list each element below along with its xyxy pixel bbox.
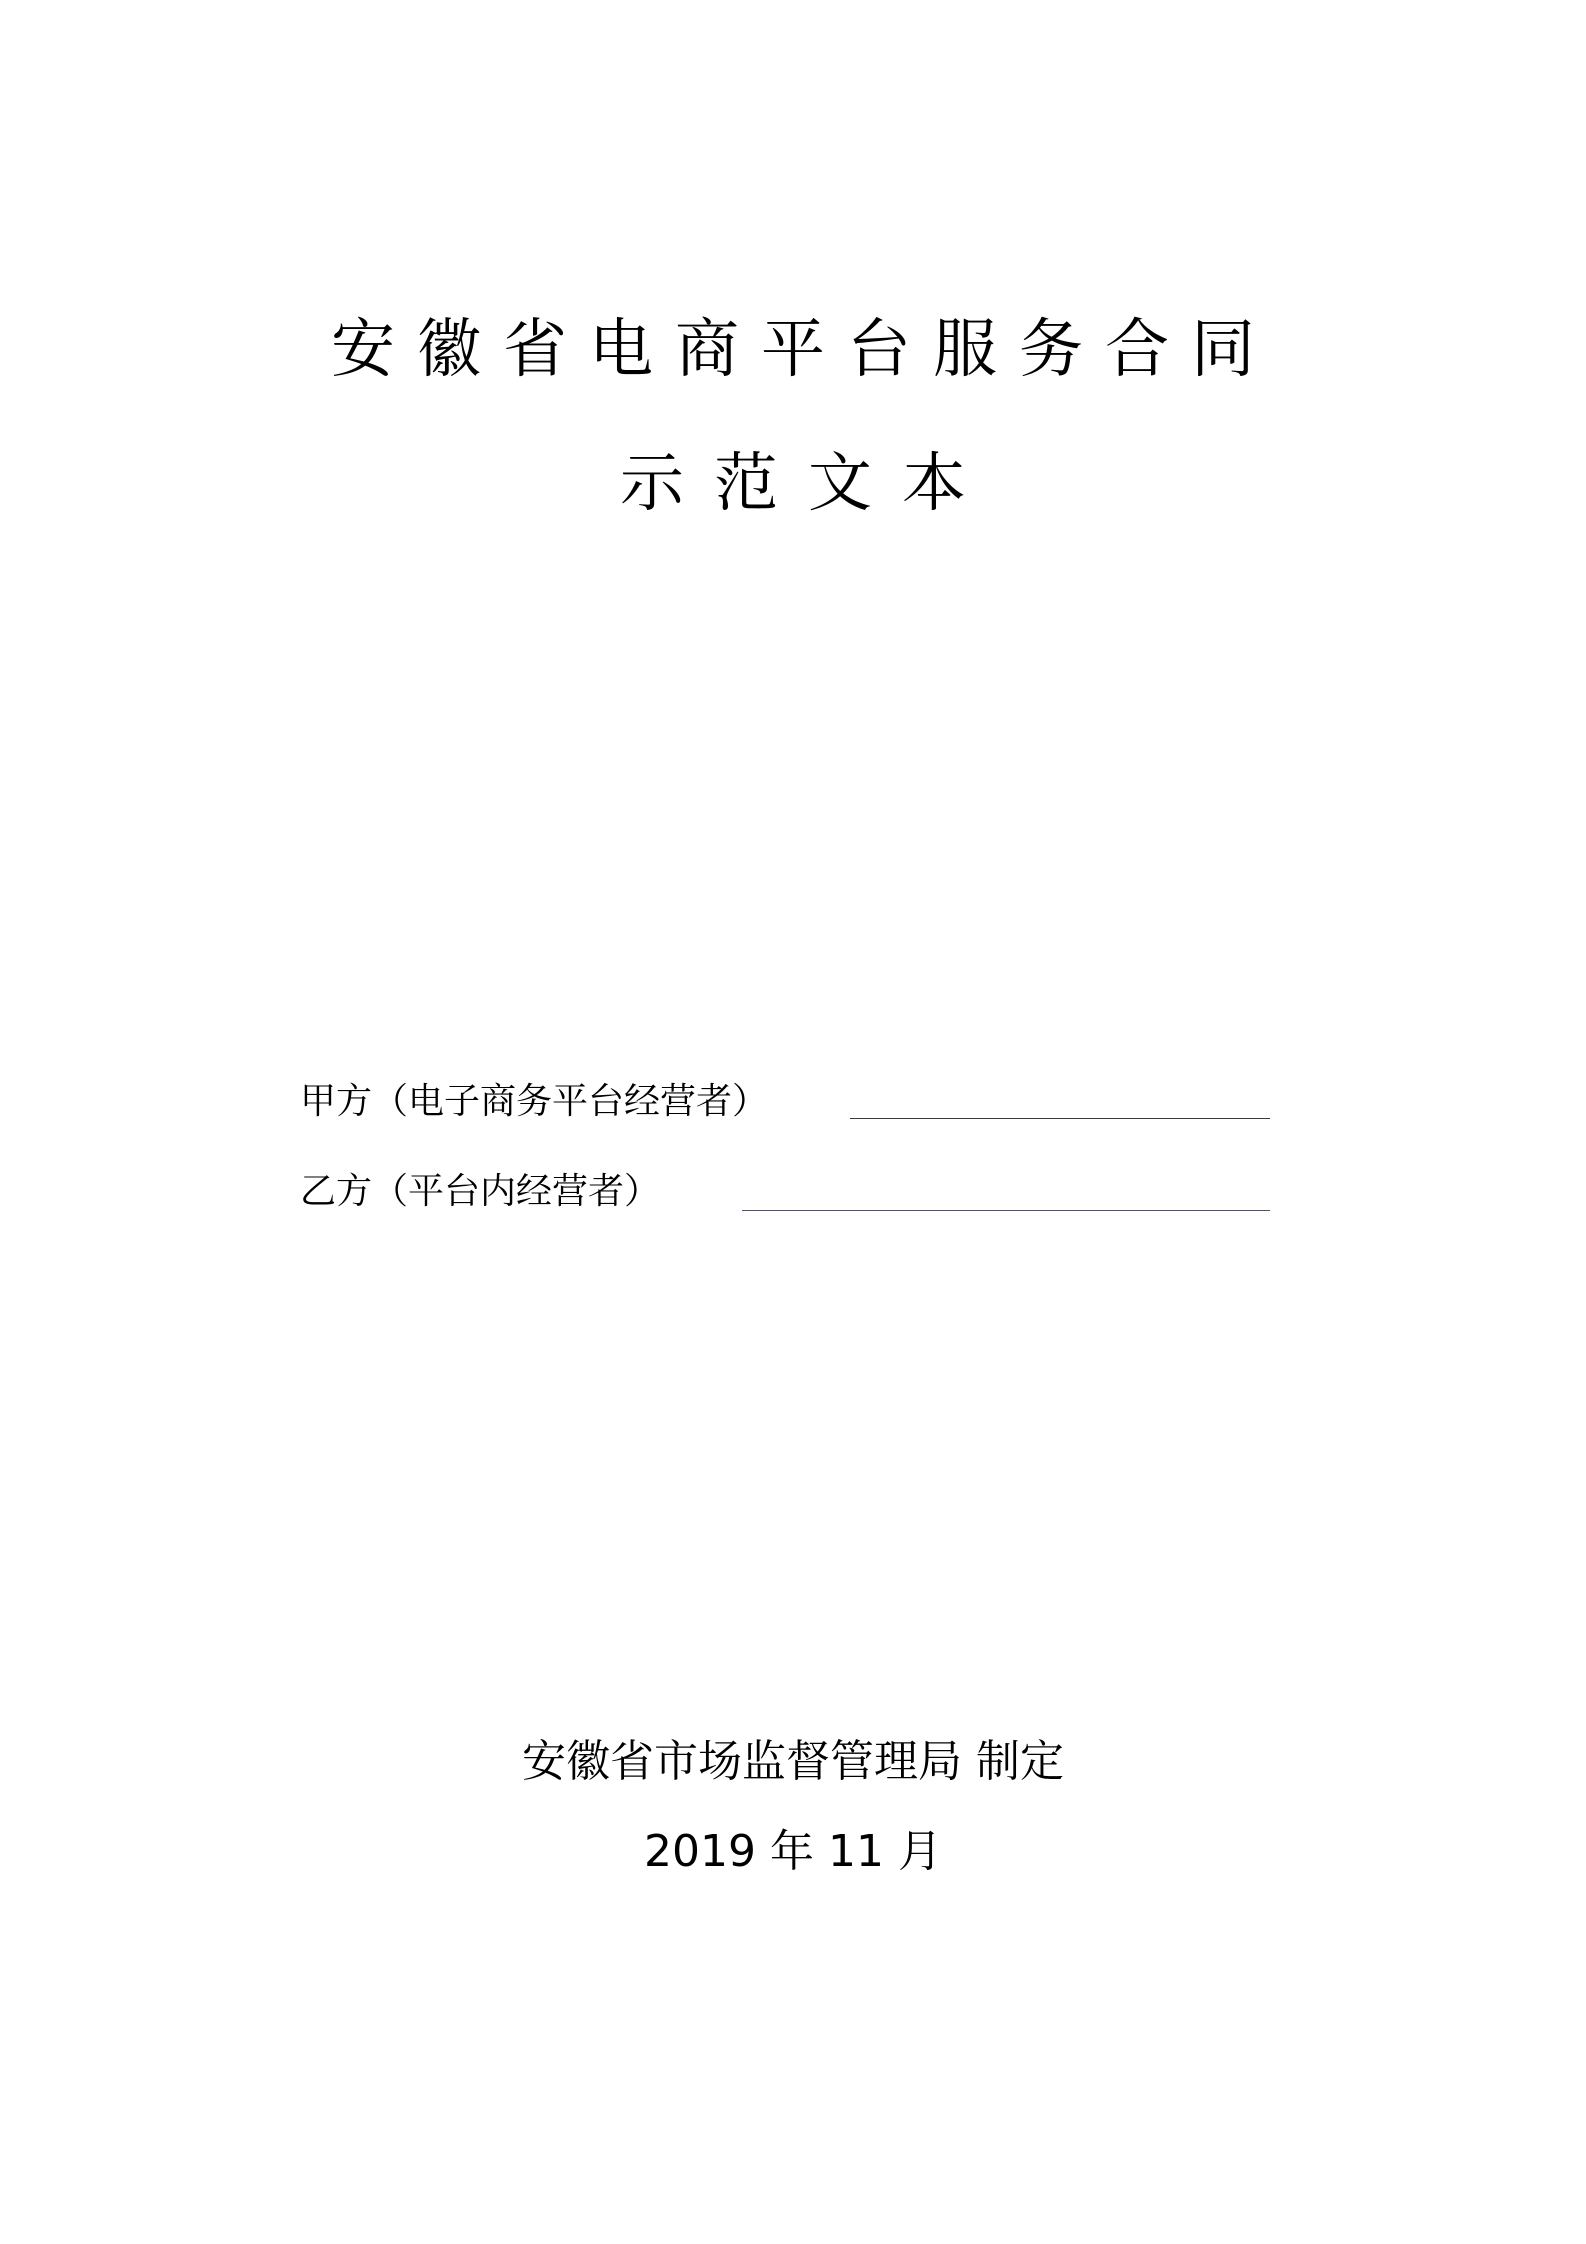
- issue-date: 2019 年 11 月: [644, 1826, 942, 1877]
- document-title: 安徽省电商平台服务合同: [331, 313, 1277, 387]
- party-b-label: 乙方（平台内经营者）: [300, 1171, 661, 1212]
- party-b-blank-line: [742, 1210, 1270, 1211]
- party-a-label: 甲方（电子商务平台经营者）: [300, 1081, 769, 1122]
- party-a-blank-line: [850, 1118, 1270, 1119]
- party-b-row: [300, 1164, 660, 1214]
- document-subtitle: 示范文本: [620, 447, 996, 521]
- issuer-line: 安徽省市场监督管理局 制定: [522, 1736, 1064, 1787]
- party-a-row: [300, 1074, 768, 1124]
